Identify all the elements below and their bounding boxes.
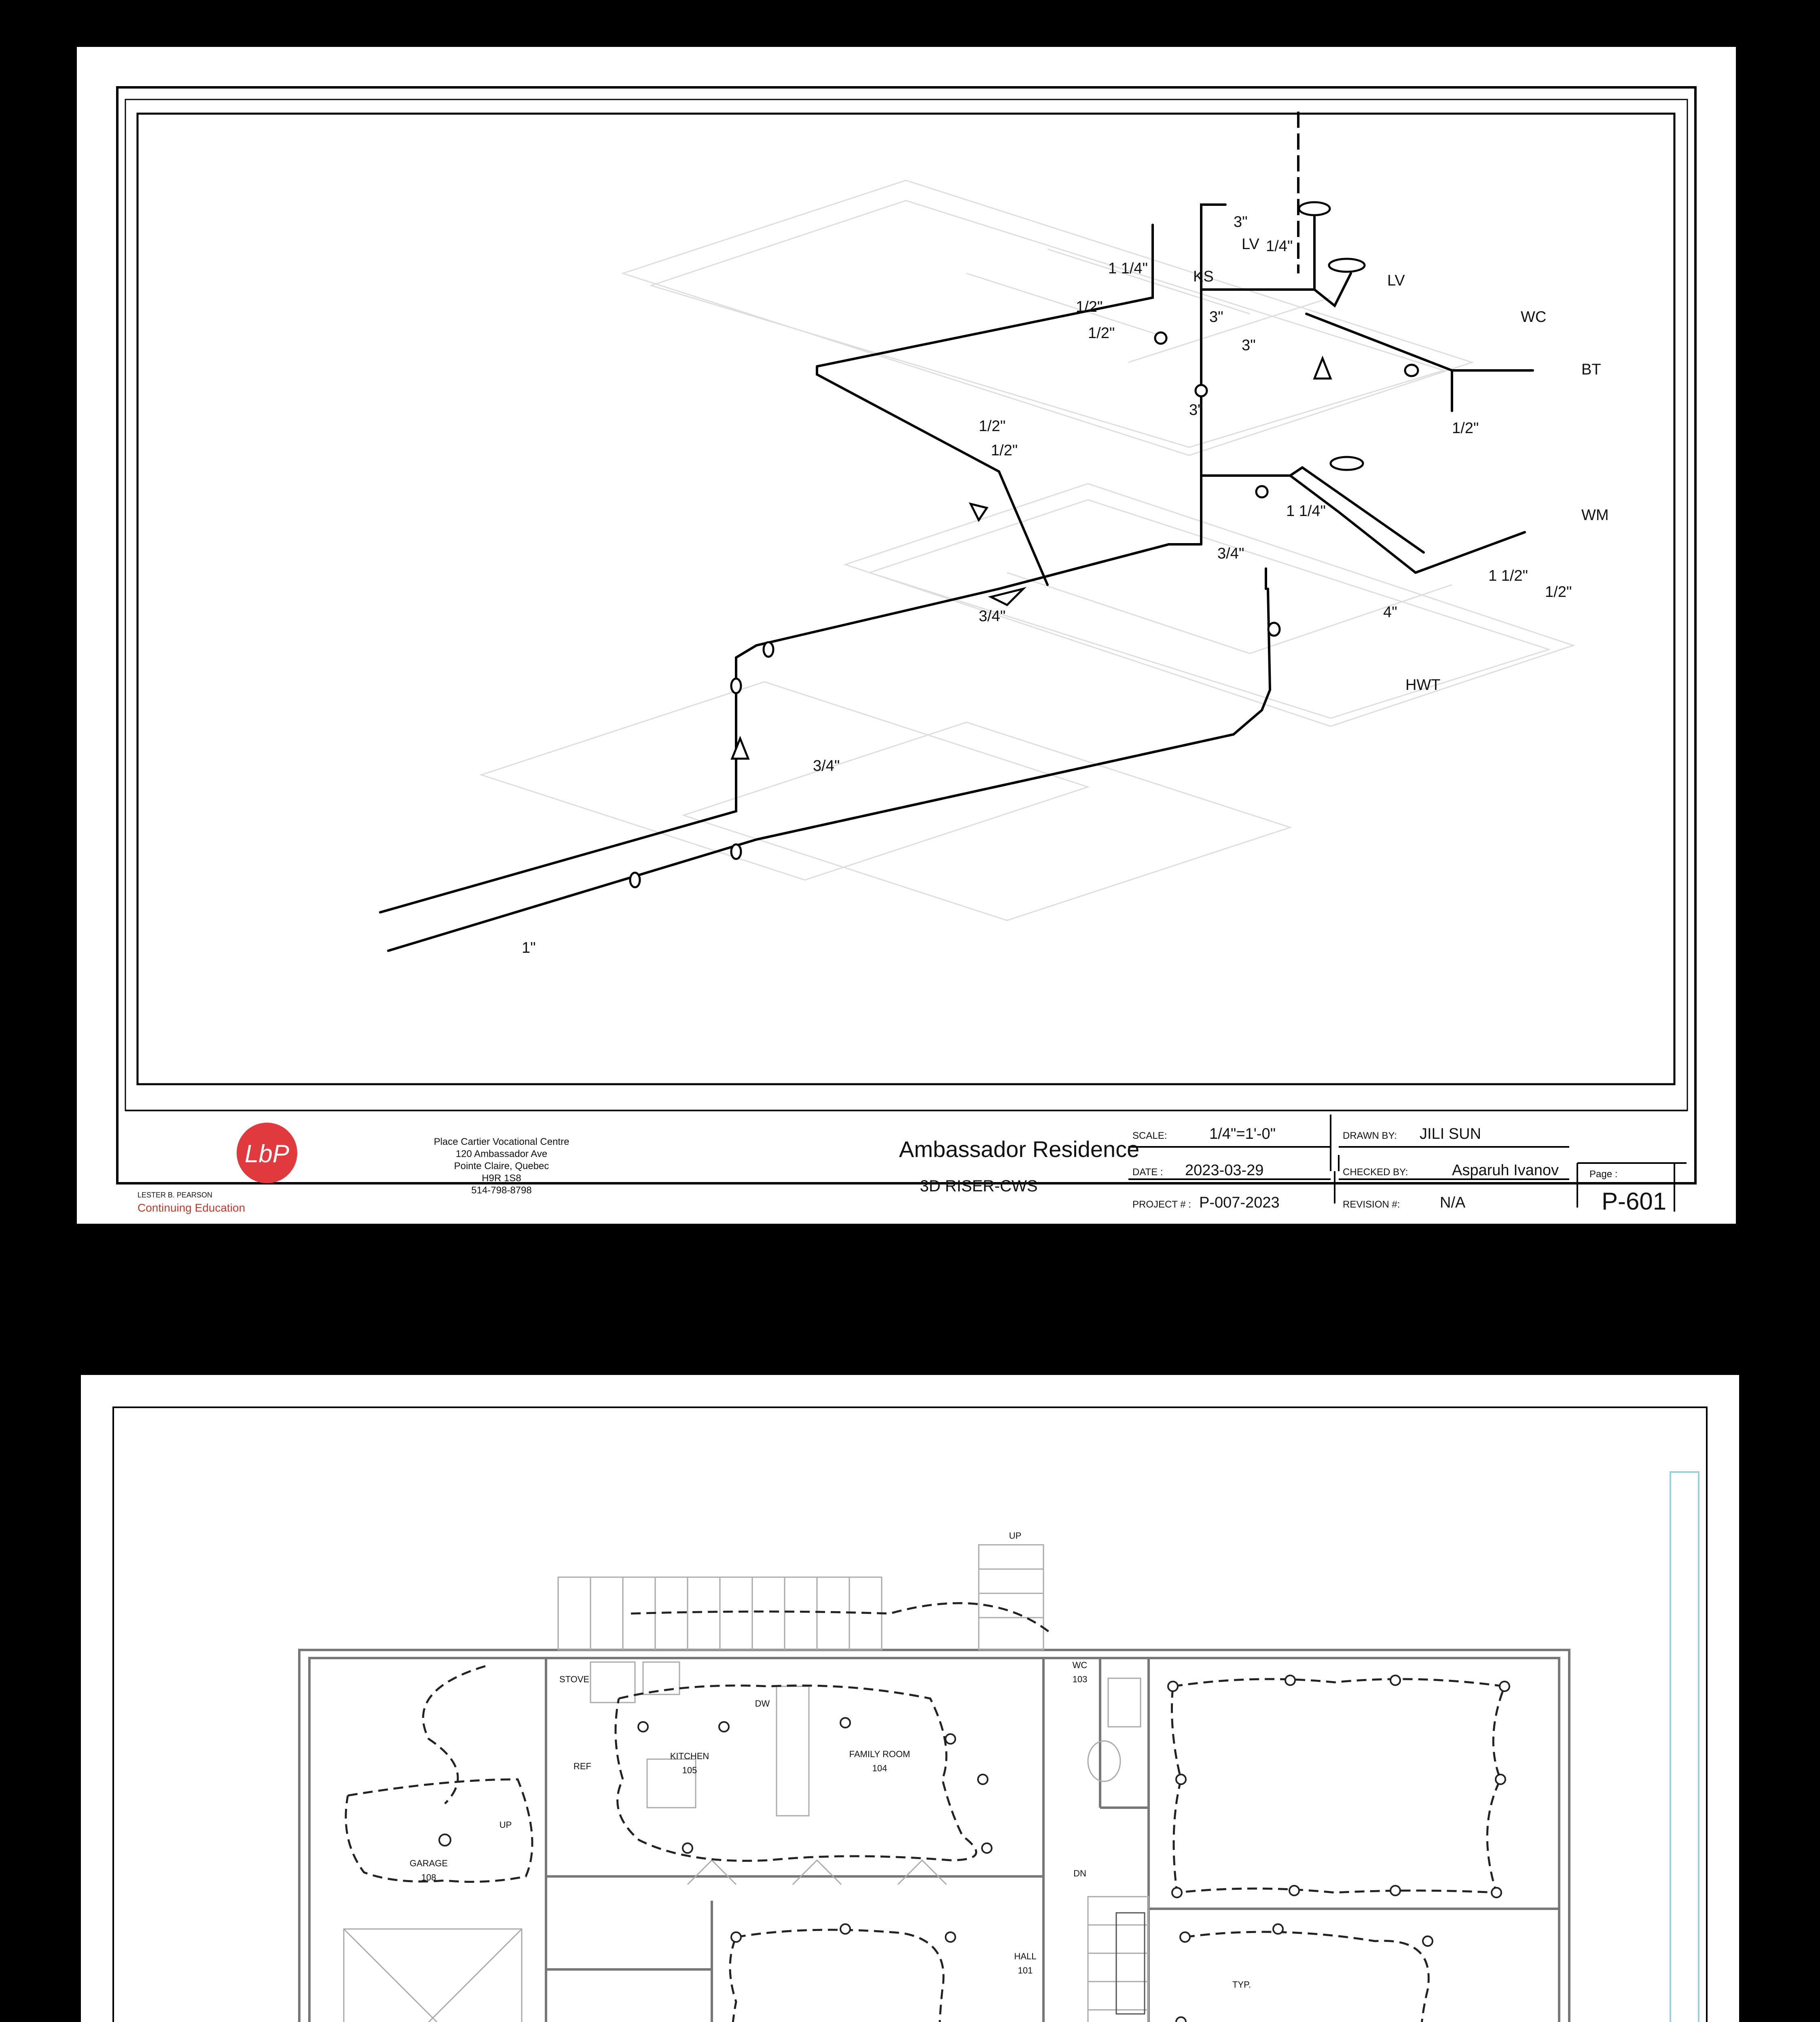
pipe-label: WM [1581,507,1609,524]
pipe-label: 3/4" [1217,545,1244,562]
fixture-label: TYP. [1232,1980,1251,1990]
project-label: PROJECT # : [1132,1199,1191,1210]
pipe-label: 1/2" [991,442,1018,459]
page-label: Page : [1589,1169,1618,1180]
fixture-label: REF [574,1761,591,1771]
pipe-label: 1" [522,939,536,956]
logo-text: LbP [244,1140,290,1168]
pipe-label: 4" [1383,604,1397,621]
dn-note: DN [1073,1868,1086,1878]
side-strip [1670,1472,1699,2022]
fixture-label: STOVE [559,1674,590,1684]
room-name: GARAGE [409,1858,448,1868]
up-note: UP [1009,1531,1022,1541]
room-name: HALL [1014,1951,1037,1961]
room-name: KITCHEN [670,1751,709,1761]
checked-by-value: Asparuh Ivanov [1452,1162,1559,1179]
stairs-and-fixtures [344,1545,1173,2022]
room-name: WC [1072,1660,1088,1670]
pipe-label: 3" [1209,309,1223,326]
room-number: 104 [872,1763,887,1773]
room-number: 108 [421,1872,436,1882]
address-line: H9R 1S8 [482,1173,521,1184]
background-plan [481,180,1573,920]
scale-value: 1/4"=1'-0" [1209,1125,1276,1142]
date-value: 2023-03-29 [1185,1162,1264,1179]
revision-value: N/A [1440,1194,1466,1211]
pipe-label: 3" [1234,214,1248,231]
pipe-label: 1/2" [1545,584,1572,601]
electrical-drawing [81,1375,1739,2022]
pipe-label: 3/4" [979,608,1006,625]
project-number: P-007-2023 [1199,1194,1280,1211]
address-line: Pointe Claire, Quebec [454,1161,549,1172]
room-number: 105 [682,1765,697,1775]
address-line: 514-798-8798 [471,1185,532,1196]
circuit-wiring [324,1603,1505,2022]
up-note: UP [499,1820,512,1830]
fittings [630,202,1418,887]
pipe-label: 1 1/4" [1108,260,1148,277]
pipe-label: 3/4" [813,757,840,774]
riser-drawing [77,47,1736,1224]
pipe-label: 3" [1189,402,1203,419]
date-label: DATE : [1132,1167,1163,1178]
scale-label: SCALE: [1132,1130,1167,1141]
checked-by-label: CHECKED BY: [1343,1167,1408,1178]
pipe-label: HWT [1405,677,1441,694]
pipe-label: 1/2" [1076,298,1103,315]
pipe-label: BT [1581,361,1601,378]
title-block [125,1110,1687,1215]
pipe-label: 1 1/2" [1488,567,1528,584]
fixture-label: DW [755,1698,770,1709]
project-name: Ambassador Residence [899,1136,1140,1162]
pipe-label: LV [1242,236,1259,253]
pipe-label: 3" [1242,337,1256,354]
room-number: 101 [1018,1965,1033,1975]
walls [299,1650,1569,2022]
school-name: LESTER B. PEARSON [138,1191,213,1199]
pipe-label: KS [1193,268,1214,285]
drawing-frame [138,114,1674,1084]
address [434,1136,569,1196]
riser-sheet [77,47,1736,1224]
address-line: 120 Ambassador Ave [455,1148,548,1159]
pipework [380,205,1533,951]
pipe-label: LV [1387,272,1405,289]
sheet-border [113,1407,1707,2022]
electrical-sheet [81,1375,1739,2022]
pipe-label: 1/2" [979,418,1006,435]
pipe-labels [522,214,1609,956]
pipe-label: 1/2" [1452,420,1479,437]
school-program: Continuing Education [138,1201,245,1214]
pipe-label: 1 1/4" [1286,503,1326,520]
drawing-name: 3D RISER-CWS [920,1177,1038,1195]
outer-border [117,87,1695,1183]
pipe-label: 1/4" [1266,238,1293,255]
room-name: FAMILY ROOM [849,1749,910,1759]
page-number: P-601 [1602,1188,1667,1215]
room-number: 103 [1072,1674,1088,1684]
drawn-by-label: DRAWN BY: [1343,1130,1397,1141]
pipe-label: WC [1521,309,1547,326]
address-line: Place Cartier Vocational Centre [434,1136,569,1147]
drawn-by-value: JILI SUN [1420,1125,1481,1142]
pipe-label: 1/2" [1088,325,1115,342]
revision-label: REVISION #: [1343,1199,1400,1210]
